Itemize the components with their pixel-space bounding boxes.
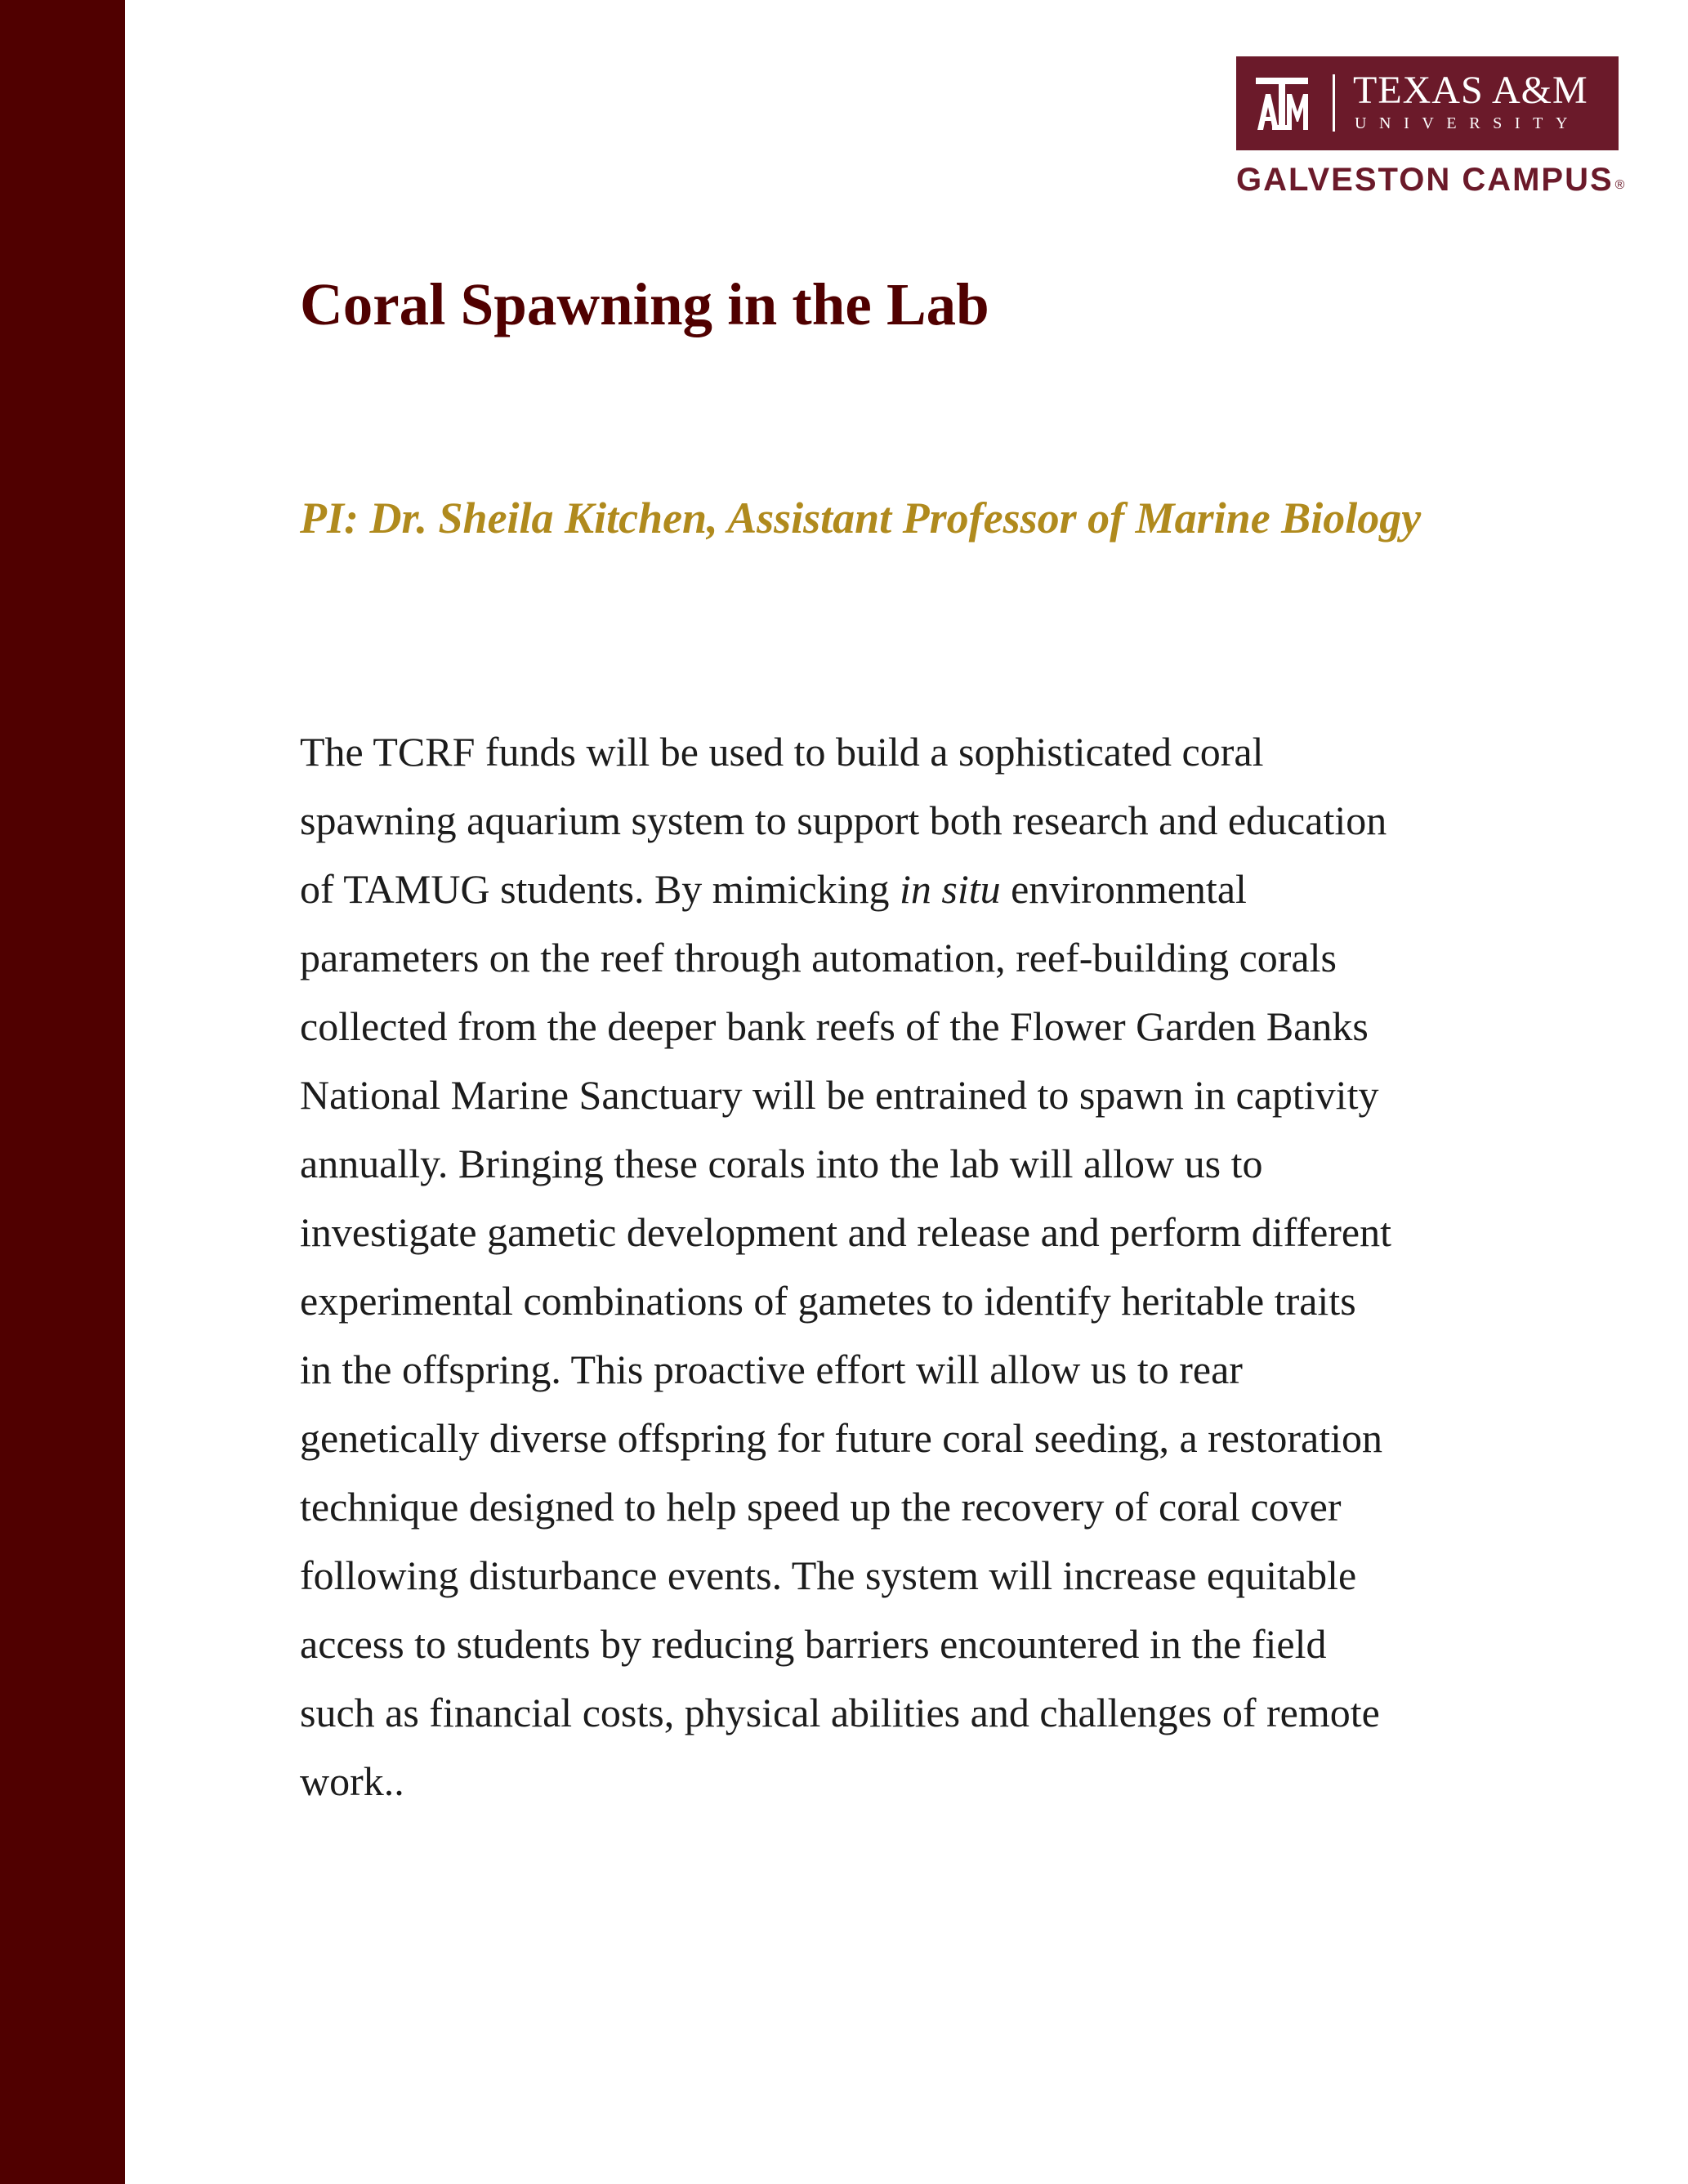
- campus-name: [1236, 160, 1645, 207]
- logo-university-subtitle: UNIVERSITY: [1355, 114, 1580, 132]
- body-text-italic: in situ: [899, 866, 1001, 912]
- atm-logo-icon: [1254, 74, 1310, 133]
- campus-label: GALVESTON CAMPUS: [1236, 162, 1614, 198]
- logo-divider: [1333, 74, 1335, 132]
- body-paragraph: [300, 717, 1395, 1816]
- university-logo: [1236, 56, 1619, 150]
- body-text-part-2: environmental parameters on the reef through automation, reef-building corals collected from the deeper bank reefs of the Flower Garden Banks National Marine Sanctuary will be entrained to spawn in captivity annually. Bringing these corals into the lab will allow us to investigate gametic development and release and perform different experimental combinations of gametes to identify heritable traits in the offspring. This proactive effort will allow us to rear genetically diverse offspring for future coral seeding, a restoration technique designed to help speed up the recovery of coral cover following disturbance events. The system will increase equitable access to students by reducing barriers encountered in the field such as financial costs, physical abilities and challenges of remote work..: [300, 866, 1392, 1804]
- page-title: Coral Spawning in the Lab: [300, 271, 989, 337]
- body-text-part-1: The TCRF funds will be used to build a sophisticated coral spawning aquarium system to support both research and education of TAMUG students. By mimicking: [300, 729, 1387, 912]
- registered-mark: ®: [1614, 178, 1625, 192]
- maroon-sidebar: [0, 0, 125, 2184]
- logo-university-name: TEXAS A&M: [1353, 69, 1588, 112]
- principal-investigator: PI: Dr. Sheila Kitchen, Assistant Professor of Marine Biology: [300, 494, 1422, 543]
